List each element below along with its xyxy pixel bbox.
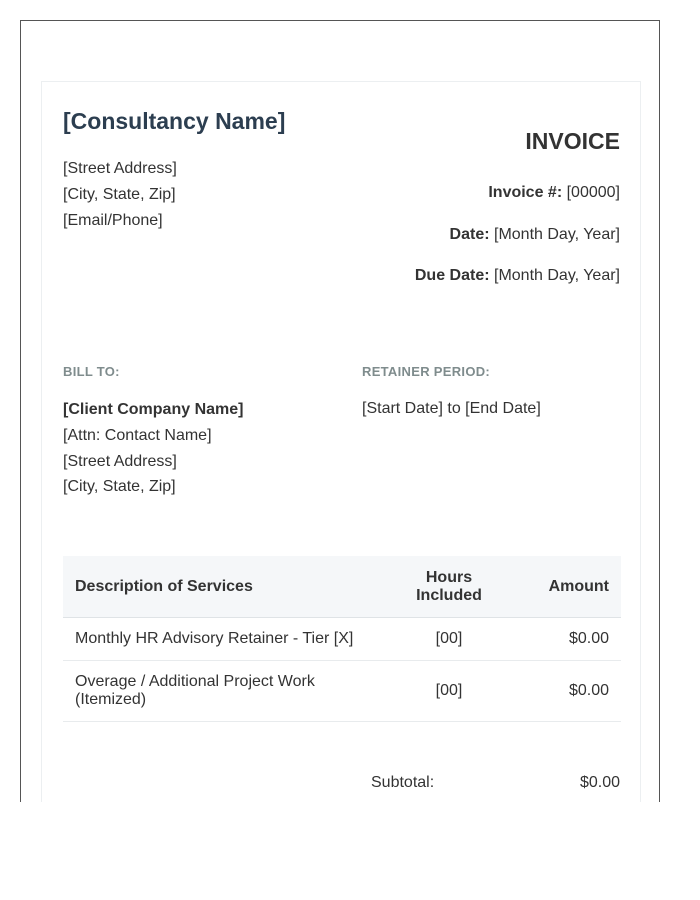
invoice-number [488,184,620,202]
table-header-row [63,556,621,618]
invoice-date [450,226,620,244]
invoice-date-label: Date: [449,226,490,243]
bill-to-label: BILL TO: [63,364,120,379]
row-hours: [00] [397,661,501,722]
invoice-title: INVOICE [525,128,620,154]
header-hours: Hours Included [397,556,501,618]
row-amount: $0.00 [501,618,621,661]
row-hours: [00] [397,618,501,661]
invoice-date-value: [Month Day, Year] [494,226,620,243]
company-name: [Consultancy Name] [63,108,286,134]
header-description: Description of Services [63,556,397,618]
retainer-period-value: [Start Date] to [End Date] [362,400,541,417]
document-frame [20,20,660,802]
header-amount: Amount [501,556,621,618]
row-description: Monthly HR Advisory Retainer - Tier [X] [63,618,397,661]
invoice-page [41,81,641,802]
invoice-due-label: Due Date: [414,267,490,284]
company-city: [City, State, Zip] [63,186,176,203]
table-row [63,661,621,722]
invoice-number-value: [00000] [566,184,620,201]
services-table [63,556,621,722]
subtotal-value: $0.00 [579,774,620,791]
client-street: [Street Address] [63,453,177,470]
client-attn: [Attn: Contact Name] [63,427,212,444]
row-description: Overage / Additional Project Work (Itemized) [63,661,397,722]
table-row [63,618,621,661]
invoice-due-date [415,267,620,285]
company-street: [Street Address] [63,160,177,177]
client-company-name: [Client Company Name] [63,401,244,418]
row-amount: $0.00 [501,661,621,722]
client-city: [City, State, Zip] [63,478,176,495]
subtotal-label: Subtotal: [371,774,435,791]
retainer-period-label: RETAINER PERIOD: [362,364,491,379]
invoice-number-label: Invoice #: [488,184,563,201]
company-contact: [Email/Phone] [63,212,163,229]
invoice-due-value: [Month Day, Year] [494,267,620,284]
